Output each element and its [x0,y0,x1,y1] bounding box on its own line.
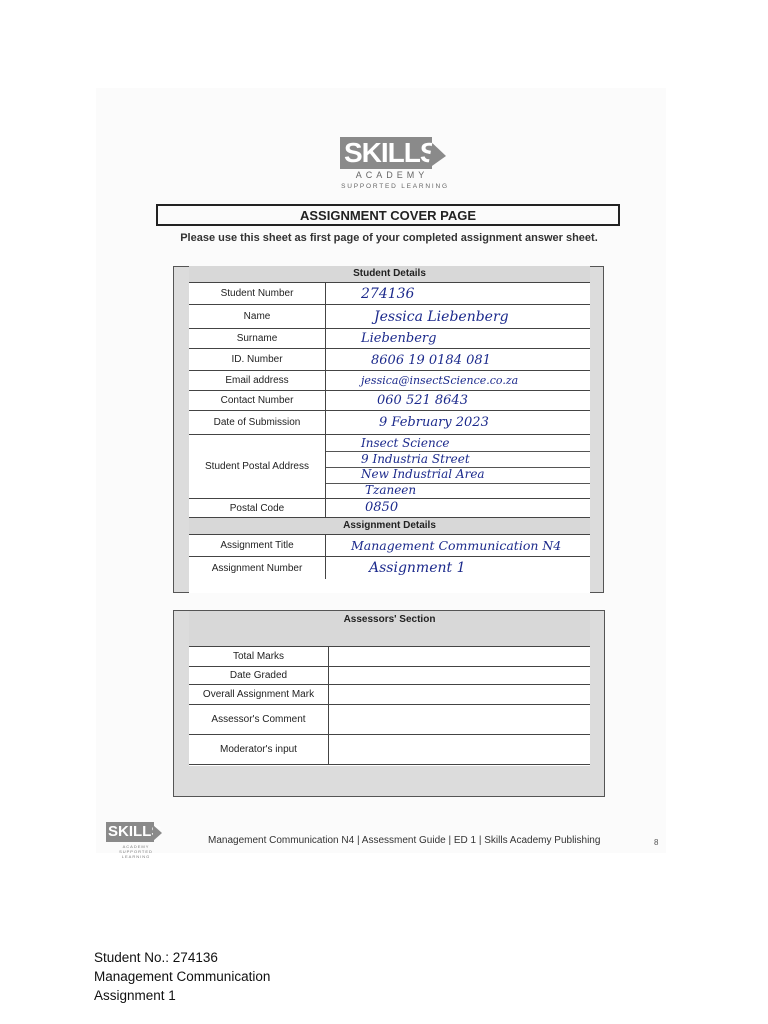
postal-address-row [189,435,590,499]
footer-logo-wordmark: SKILLS [108,823,162,840]
table-row [189,685,590,705]
field-label: Moderator's input [189,735,329,764]
field-label: Date of Submission [189,411,326,434]
table-row [189,305,590,329]
postal-line: New Industrial Area [361,467,485,481]
field-label: Name [189,305,326,328]
assignment-details-heading: Assignment Details [189,518,590,535]
skills-academy-logo [340,137,450,193]
table-row [189,735,590,765]
table-row [189,557,590,579]
id-number-value: 8606 19 0184 081 [371,353,491,368]
table-row [189,667,590,685]
logo-flag-icon [428,143,449,169]
assignment-title-value: Management Communication N4 [351,538,562,553]
field-label: Student Postal Address [189,435,326,498]
field-label: Surname [189,329,326,348]
assignment-number-value: Assignment 1 [369,560,466,576]
surname-value: Liebenberg [361,331,437,346]
table-row [189,499,590,518]
student-details-heading: Student Details [189,266,590,283]
field-label: Postal Code [189,499,326,517]
table-row [189,535,590,557]
student-info-block [94,948,270,1005]
postal-line: Tzaneen [365,483,417,497]
table-row [189,705,590,735]
assessors-heading: Assessors' Section [189,611,590,647]
footer-logo-sub: ACADEMY SUPPORTED LEARNING [119,844,153,859]
field-label: ID. Number [189,349,326,370]
email-value: jessica@insectScience.co.za [361,374,519,387]
field-label: Student Number [189,283,326,304]
footer-logo-flag-icon [153,825,162,841]
field-label: Contact Number [189,391,326,410]
postal-line: Insect Science [361,436,450,450]
field-label: Date Graded [189,667,329,684]
field-label: Assignment Number [189,557,326,579]
table-row [189,391,590,411]
page-title: ASSIGNMENT COVER PAGE [156,204,620,226]
page-number: 8 [654,838,659,847]
student-number-line: Student No.: 274136 [94,950,218,965]
footer-text: Management Communication N4 | Assessment Guide | ED 1 | Skills Academy Publishing [208,835,601,846]
field-label: Email address [189,371,326,390]
assignment-line: Assignment 1 [94,988,176,1003]
submission-date-value: 9 February 2023 [379,415,489,430]
student-number-value: 274136 [361,286,415,302]
logo-wordmark: SKILLS [340,137,432,169]
table-row [189,349,590,371]
postal-code-value: 0850 [365,500,399,515]
logo-academy: ACADEMY [355,170,429,180]
field-label: Assessor's Comment [189,705,329,734]
table-row [189,329,590,349]
subject-line: Management Communication [94,969,271,984]
table-row [189,283,590,305]
field-label: Total Marks [189,647,329,666]
postal-line: 9 Industria Street [361,452,470,466]
table-row [189,647,590,667]
table-row [189,371,590,391]
footer-logo [106,822,166,858]
contact-number-value: 060 521 8643 [377,393,468,408]
instruction-text: Please use this sheet as first page of your completed assignment answer sheet. [180,232,598,244]
logo-tagline: SUPPORTED LEARNING [341,183,449,190]
table-row [189,411,590,435]
field-label: Assignment Title [189,535,326,556]
field-label: Overall Assignment Mark [189,685,329,704]
name-value: Jessica Liebenberg [374,309,509,325]
